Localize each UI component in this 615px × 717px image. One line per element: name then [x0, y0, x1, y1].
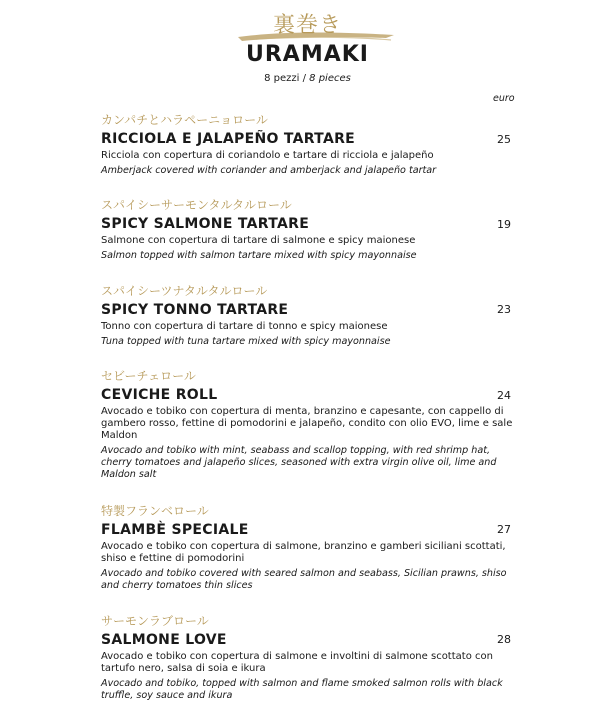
menu-item [101, 283, 514, 348]
currency-label: euro [493, 93, 515, 104]
menu-item [101, 112, 514, 177]
item-name: SPICY TONNO TARTARE [101, 302, 289, 318]
item-description-italian: Avocado e tobiko con copertura di menta, branzino e capesante, con cappello di gambero rosso, fettine di pomodorini e jalapeño, condito con olio EVO, lime e sale Maldon [101, 406, 513, 441]
menu-item [101, 613, 514, 702]
item-name: FLAMBÈ SPECIALE [101, 522, 249, 538]
item-japanese-name: サーモンラブロール [101, 614, 209, 628]
japanese-title: 裏巻き [272, 13, 342, 38]
item-name: SPICY SALMONE TARTARE [101, 216, 310, 232]
item-name: RICCIOLA E JALAPEÑO TARTARE [101, 131, 356, 147]
item-description-english: Amberjack covered with coriander and amberjack and jalapeño tartar [101, 165, 437, 176]
item-description-english: Avocado and tobiko with mint, seabass and scallop topping, with red shrimp hat, cherry tomatoes and jalapeño slices, seasoned with extra virgin olive oil, lime and Maldon salt [101, 445, 497, 480]
item-japanese-name: スパイシーツナタルタルロール [101, 284, 268, 298]
pieces-subtitle-en: 8 pieces [309, 73, 351, 84]
item-description-english: Avocado and tobiko, topped with salmon and flame smoked salmon rolls with black truffle, soy sauce and ikura [101, 678, 503, 701]
item-description-english: Tuna topped with tuna tartare mixed with spicy mayonnaise [101, 336, 391, 347]
page-title: URAMAKI [246, 42, 369, 67]
item-description-italian: Avocado e tobiko con copertura di salmone, branzino e gamberi siciliani scottati, shiso e fettine di pomodorini [101, 541, 506, 564]
pieces-subtitle-it: 8 pezzi / [264, 73, 310, 84]
item-price: 28 [497, 633, 511, 646]
item-price: 24 [497, 389, 511, 402]
item-name: SALMONE LOVE [101, 632, 227, 648]
pieces-subtitle [0, 73, 615, 84]
item-japanese-name: 特製フランベロール [101, 504, 209, 518]
menu-item [101, 503, 514, 592]
item-description-italian: Avocado e tobiko con copertura di salmone e involtini di salmone scottato con tartufo nero, salsa di soia e ikura [101, 651, 493, 674]
item-description-english: Salmon topped with salmon tartare mixed with spicy mayonnaise [101, 250, 417, 261]
menu-item [101, 197, 514, 262]
item-price: 25 [497, 133, 511, 146]
item-description-italian: Ricciola con copertura di coriandolo e tartare di ricciola e jalapeño [101, 150, 434, 161]
item-price: 23 [497, 303, 511, 316]
item-description-italian: Salmone con copertura di tartare di salmone e spicy maionese [101, 235, 416, 246]
menu-item [101, 368, 514, 481]
item-japanese-name: カンパチとハラペーニョロール [101, 113, 268, 127]
item-japanese-name: セビーチェロール [101, 369, 196, 383]
item-japanese-name: スパイシーサーモンタルタルロール [101, 198, 292, 212]
item-name: CEVICHE ROLL [101, 387, 218, 403]
item-price: 27 [497, 523, 511, 536]
item-description-english: Avocado and tobiko covered with seared salmon and seabass, Sicilian prawns, shiso and cherry tomatoes thin slices [101, 568, 507, 591]
item-description-italian: Tonno con copertura di tartare di tonno e spicy maionese [101, 321, 388, 332]
item-price: 19 [497, 218, 511, 231]
